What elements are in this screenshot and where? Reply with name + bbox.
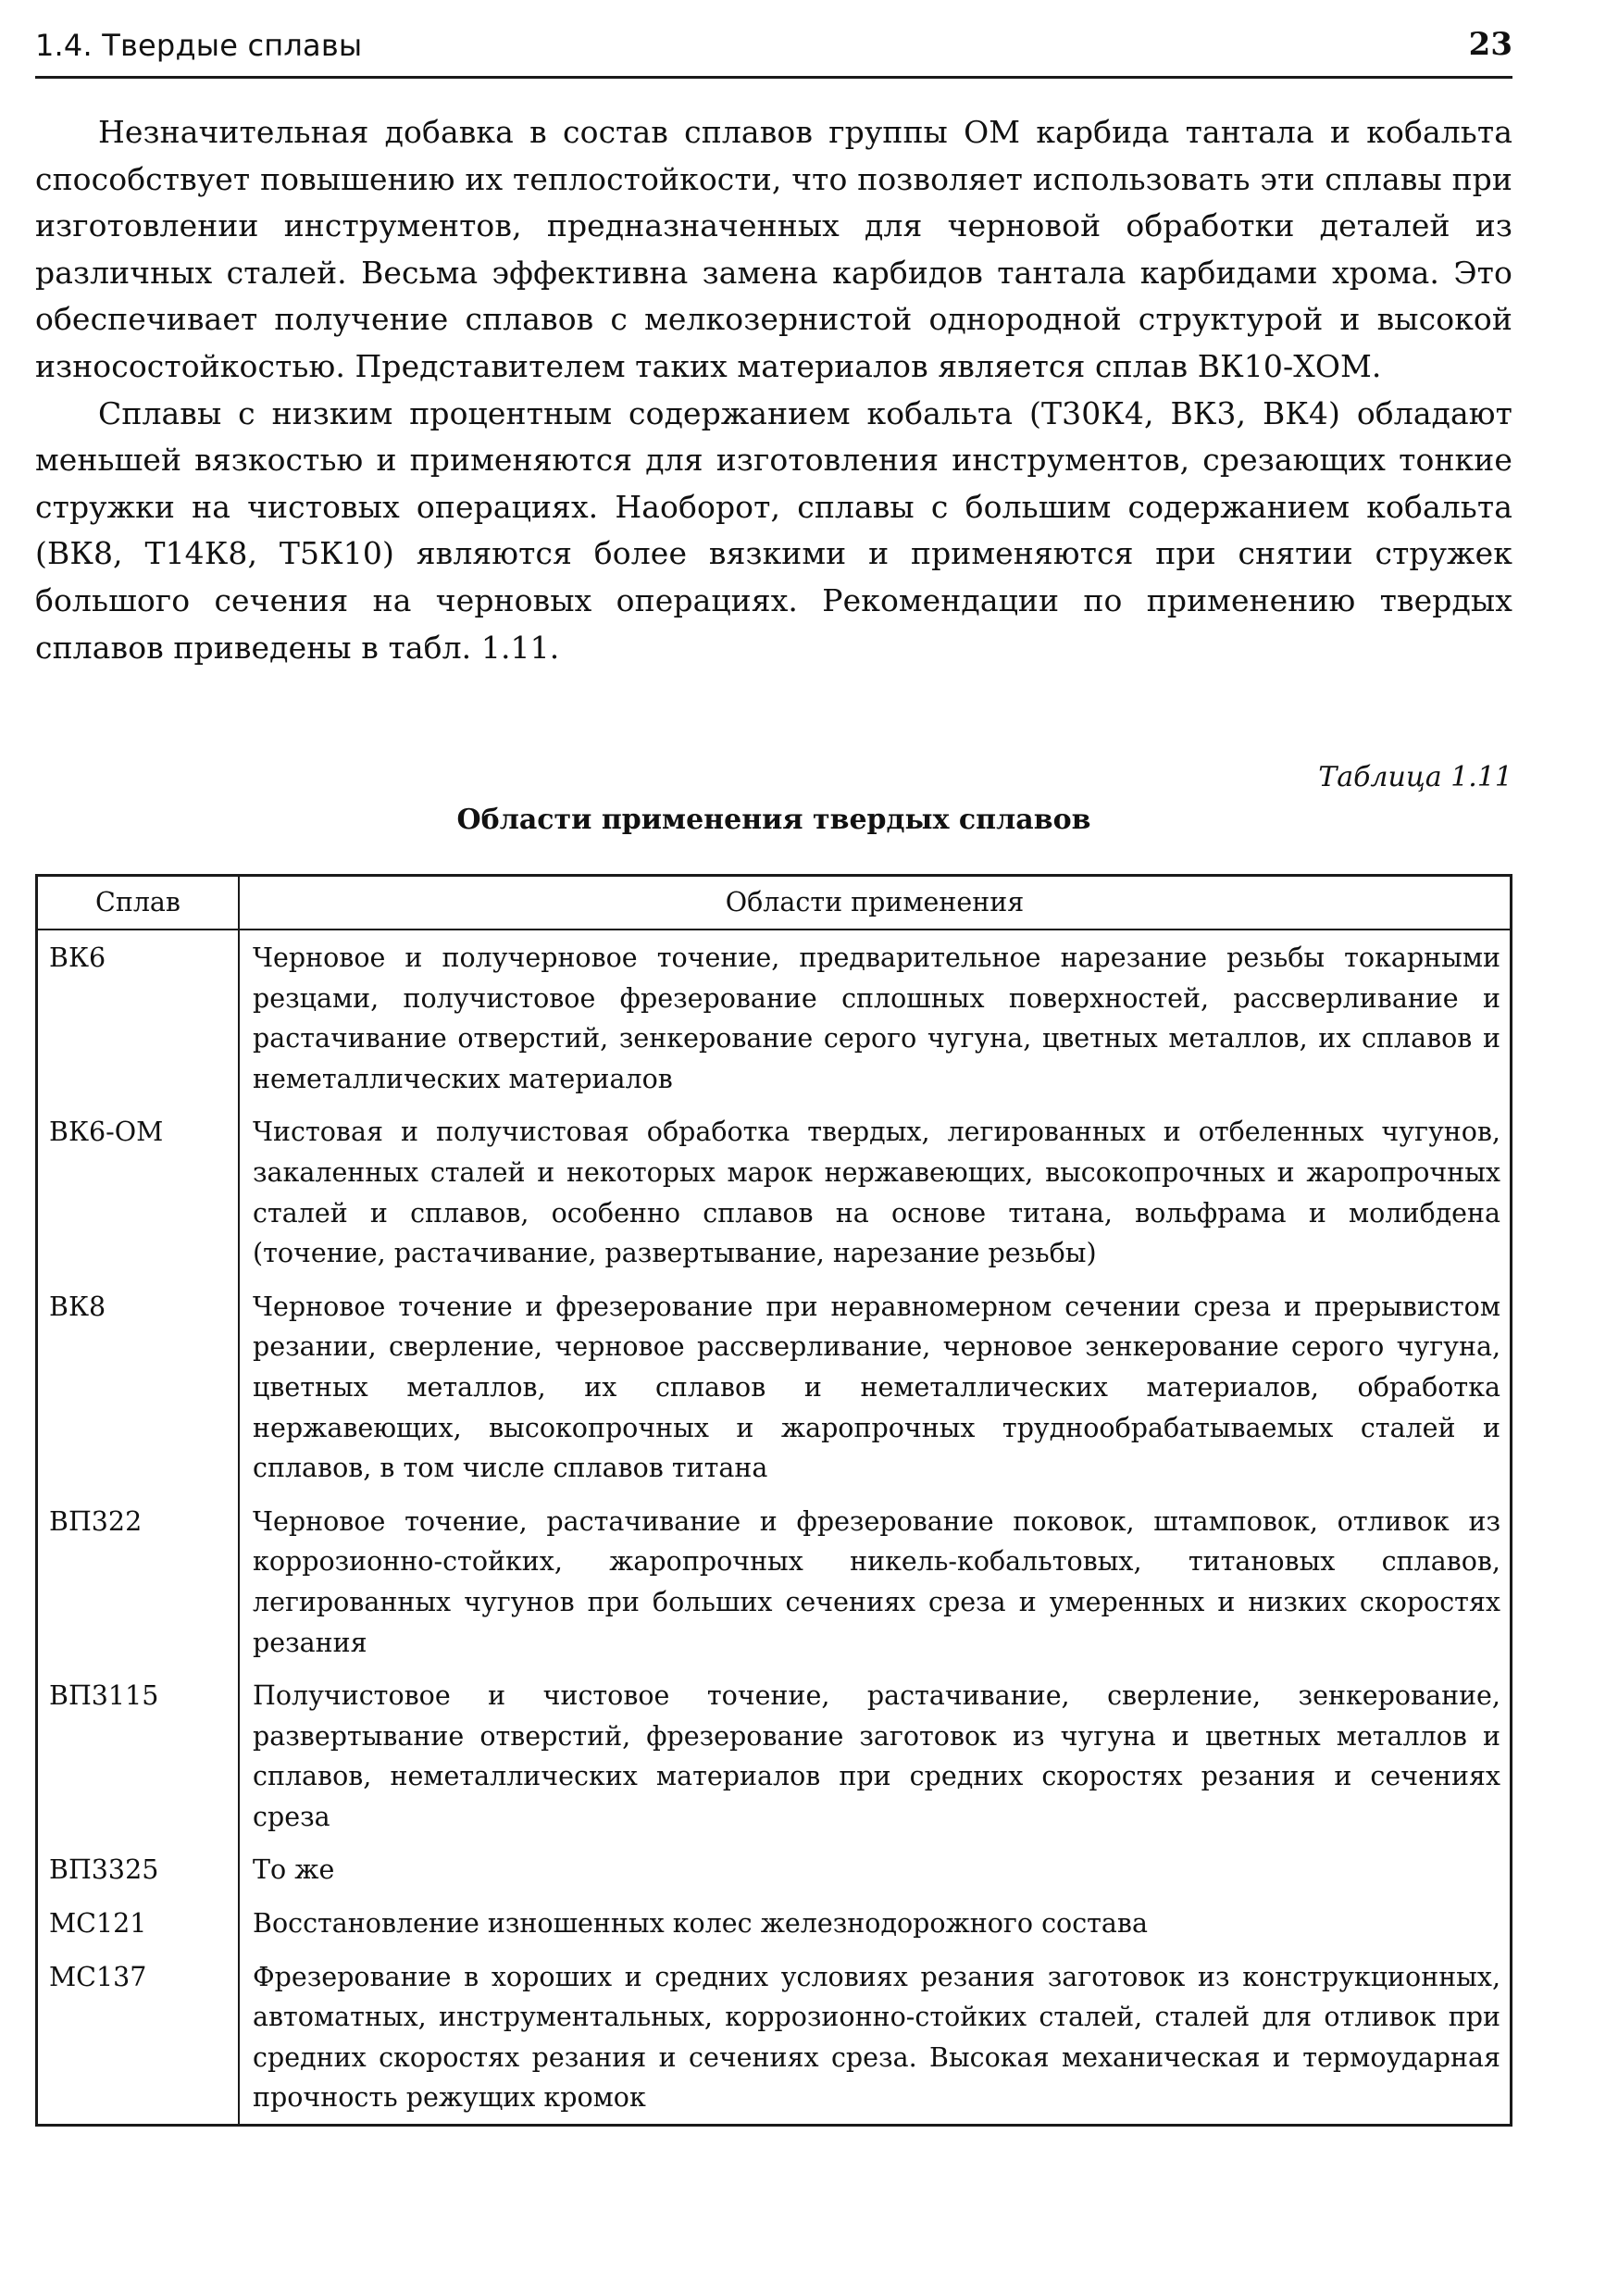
paragraph: Сплавы с низким процентным содержанием кобальта (Т30К4, ВК3, ВК4) обладают меньшей вязкостью и применяются для изготовления инструментов, срезающих тонкие стружки на чистовых операциях. Наоборот, сплавы с большим содержанием кобальта (ВК8, Т14К8, Т5К10) являются более вязкими и применяются при снятии стружек большого сечения на черновых операциях. Рекомендации по применению твердых сплавов приведены в табл. 1.11. xyxy=(35,394,1512,666)
alloy-cell: ВК8 xyxy=(37,1279,240,1494)
page-number: 23 xyxy=(1468,26,1512,63)
table-row xyxy=(37,1494,1512,1668)
usage-cell: Черновое точение, растачивание и фрезерование поковок, штамповок, отливок из коррозионно-стойких, жаропрочных никель-кобальтовых, титановых сплавов, легированных чугунов при больших сечениях среза и умеренных и низких скоростях резания xyxy=(253,1505,1500,1658)
running-head xyxy=(35,24,1512,79)
usage-cell: Фрезерование в хороших и средних условиях резания заготовок из конструкционных, автоматных, инструментальных, коррозионно-стойких сталей, сталей для отливок при средних скоростях резания и сечениях среза. Высокая механическая и термоударная прочность режущих кромок xyxy=(253,1961,1500,2114)
table-row xyxy=(37,1279,1512,1494)
table-row xyxy=(37,1950,1512,2126)
table-row xyxy=(37,930,1512,1104)
body-text xyxy=(35,109,1512,671)
alloy-cell: МС121 xyxy=(37,1896,240,1950)
table-header-row xyxy=(37,876,1512,930)
alloy-cell: ВК6-ОМ xyxy=(37,1104,240,1279)
column-header-usage: Области применения xyxy=(239,876,1512,930)
table-label: Таблица 1.11 xyxy=(1318,761,1512,793)
usage-cell: Получистовое и чистовое точение, растачивание, сверление, зенкерование, развертывание отверстий, фрезерование заготовок из чугуна и цветных металлов и сплавов, неметаллических материалов при средних скоростях резания и сечениях среза xyxy=(253,1680,1500,1832)
usage-cell: Черновое и получерновое точение, предварительное нарезание резьбы токарными резцами, получистовое фрезерование сплошных поверхностей, рассверливание и растачивание отверстий, зенкерование серого чугуна, цветных металлов, их сплавов и неметаллических материалов xyxy=(253,942,1500,1094)
section-title: 1.4. Твердые сплавы xyxy=(35,28,363,63)
table-row xyxy=(37,1104,1512,1279)
usage-cell: Восстановление изношенных колес железнодорожного состава xyxy=(253,1908,1148,1940)
alloy-cell: ВП3325 xyxy=(37,1842,240,1896)
table-row xyxy=(37,1896,1512,1950)
alloy-cell: ВК6 xyxy=(37,930,240,1104)
table-row xyxy=(37,1842,1512,1896)
usage-cell: Черновое точение и фрезерование при неравномерном сечении среза и прерывистом резании, сверление, черновое рассверливание, черновое зенкерование серого чугуна, цветных металлов, их сплавов и неметаллических материалов, обработка нержавеющих, высокопрочных и жаропрочных труднообрабатываемых сталей и сплавов, в том числе сплавов титана xyxy=(253,1291,1500,1484)
alloy-cell: ВП322 xyxy=(37,1494,240,1668)
column-header-alloy: Сплав xyxy=(37,876,240,930)
alloy-cell: ВП3115 xyxy=(37,1668,240,1842)
table-row xyxy=(37,1668,1512,1842)
usage-cell: То же xyxy=(253,1854,335,1886)
usage-cell: Чистовая и получистовая обработка твердых, легированных и отбеленных чугунов, закаленных сталей и некоторых марок нержавеющих, высокопрочных и жаропрочных сталей и сплавов, особенно сплавов на основе титана, вольфрама и молибдена (точение, растачивание, развертывание, нарезание резьбы) xyxy=(253,1117,1500,1269)
alloy-cell: МС137 xyxy=(37,1950,240,2126)
paragraph: Незначительная добавка в состав сплавов группы ОМ карбида тантала и кобальта способствует повышению их теплостойкости, что позволяет использовать эти сплавы при изготовлении инструментов, предназначенных для черновой обработки деталей из различных сталей. Весьма эффективна замена карбидов тантала карбидами хрома. Это обеспечивает получение сплавов с мелкозернистой однородной структурой и высокой износостойкостью. Представителем таких материалов является сплав ВК10-ХОМ. xyxy=(35,114,1512,384)
table-title: Области применения твердых сплавов xyxy=(456,804,1091,836)
alloy-table xyxy=(35,874,1512,2127)
